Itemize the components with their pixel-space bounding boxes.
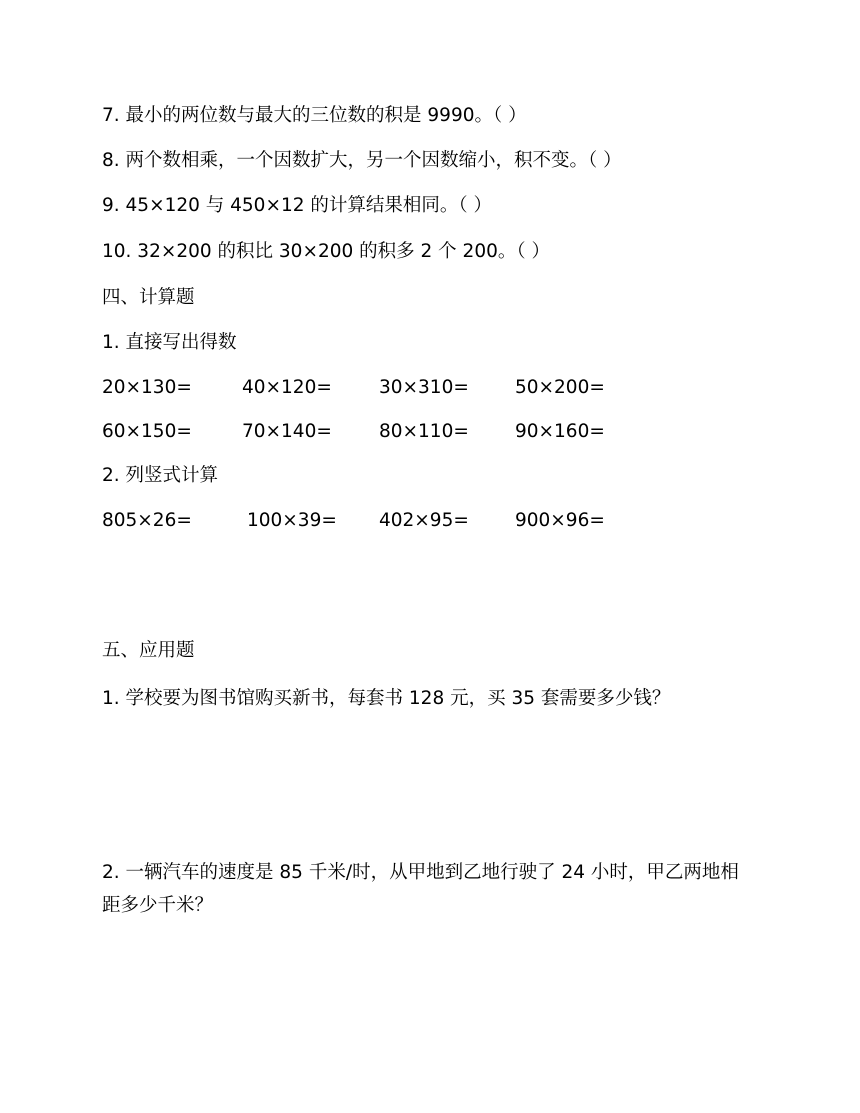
- calc-part1-title: 1. 直接写出得数: [102, 332, 237, 353]
- section-heading-application: 五、应用题: [102, 640, 195, 661]
- calc-part2-title: 2. 列竖式计算: [102, 465, 219, 486]
- judgment-question-7: 7. 最小的两位数与最大的三位数的积是 9990。（ ）: [102, 105, 527, 126]
- calc-expression: 900×96=: [515, 510, 605, 531]
- calc-expression: 100×39=: [247, 510, 337, 531]
- calc-expression: 60×150=: [102, 421, 192, 442]
- calc-expression: 20×130=: [102, 377, 192, 398]
- judgment-question-8: 8. 两个数相乘，一个因数扩大，另一个因数缩小，积不变。（ ）: [102, 150, 622, 171]
- judgment-question-9: 9. 45×120 与 450×12 的计算结果相同。（ ）: [102, 195, 493, 216]
- calc-expression: 805×26=: [102, 510, 192, 531]
- calc-expression: 30×310=: [379, 377, 469, 398]
- calc-expression: 402×95=: [379, 510, 469, 531]
- calc-expression: 40×120=: [242, 377, 332, 398]
- calc-expression: 80×110=: [379, 421, 469, 442]
- calc-expression: 70×140=: [242, 421, 332, 442]
- judgment-question-10: 10. 32×200 的积比 30×200 的积多 2 个 200。（ ）: [102, 241, 551, 262]
- application-question-1: 1. 学校要为图书馆购买新书，每套书 128 元，买 35 套需要多少钱？: [102, 688, 671, 709]
- calc-expression: 90×160=: [515, 421, 605, 442]
- section-heading-calculation: 四、计算题: [102, 287, 195, 308]
- calc-expression: 50×200=: [515, 377, 605, 398]
- application-question-2: 2. 一辆汽车的速度是 85 千米/时，从甲地到乙地行驶了 24 小时，甲乙两地相距多少千米？: [102, 862, 739, 916]
